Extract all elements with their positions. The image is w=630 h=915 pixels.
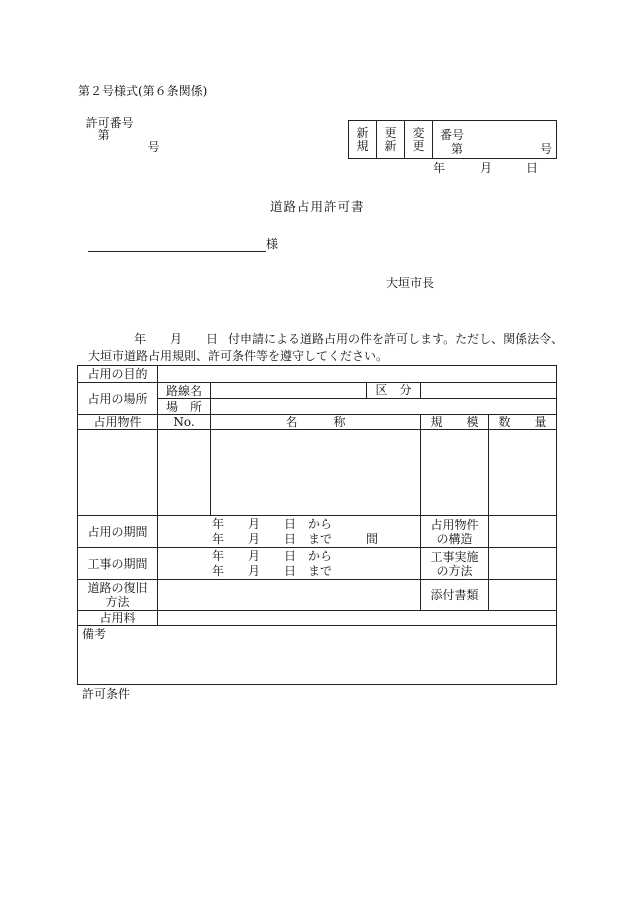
division-label: 区 分 xyxy=(375,383,412,397)
name-header: 名 称 xyxy=(211,415,421,430)
permit-conditions-label: 許可条件 xyxy=(82,687,131,701)
objects-body-5 xyxy=(489,430,557,516)
location-label: 場 所 xyxy=(158,399,211,415)
body-line-2: 大垣市道路占用規則、許可条件等を遵守してください。 xyxy=(88,349,389,363)
route-name-value xyxy=(211,383,421,399)
permit-number-suffix: 号 xyxy=(147,140,160,154)
scale-header: 規 模 xyxy=(421,415,489,430)
occupancy-period-value xyxy=(158,516,421,548)
no-header: No. xyxy=(158,415,211,430)
form-title: 第２号様式(第６条関係) xyxy=(78,84,208,98)
type-change: 変更 xyxy=(405,121,433,158)
construction-period-label: 工事の期間 xyxy=(78,548,158,580)
restoration-value xyxy=(158,580,421,611)
structure-value xyxy=(489,516,557,548)
objects-body-3 xyxy=(211,430,421,516)
construction-from: 年 月 日 から xyxy=(212,549,333,563)
number-cell xyxy=(433,121,556,158)
restoration-label: 道路の復旧 方法 xyxy=(78,580,158,611)
fee-label: 占用料 xyxy=(78,611,158,626)
date-day: 日 xyxy=(526,161,539,175)
permit-number xyxy=(78,105,160,153)
attachments-label: 添付書類 xyxy=(421,580,489,611)
quantity-header: 数 量 xyxy=(489,415,557,430)
structure-label: 占用物件 の構造 xyxy=(421,516,489,548)
number-suffix: 号 xyxy=(540,142,553,156)
addressee-suffix: 様 xyxy=(266,237,279,251)
period-from: 年 月 日 から xyxy=(212,517,333,531)
objects-body-1 xyxy=(78,430,158,516)
remarks: 備考 xyxy=(78,626,557,685)
permit-number-prefix: 第 xyxy=(97,128,110,142)
construction-to: 年 月 日 まで xyxy=(212,564,333,578)
number-prefix: 第 xyxy=(451,142,464,156)
purpose-label: 占用の目的 xyxy=(78,366,158,383)
number-label: 番号 xyxy=(440,128,465,142)
body-line-1: 年 月 日 付申請による道路占用の件を許可します。ただし、関係法令、 xyxy=(134,332,564,346)
permit-number-label: 許可番号 xyxy=(85,116,134,130)
place-label: 占用の場所 xyxy=(78,383,158,415)
objects-body-2 xyxy=(158,430,211,516)
attachments-value xyxy=(489,580,557,611)
period-to: 年 月 日 まで xyxy=(212,532,333,546)
purpose-value xyxy=(158,366,557,383)
method-value xyxy=(489,548,557,580)
location-value xyxy=(211,399,557,415)
objects-body-4 xyxy=(421,430,489,516)
route-name-label: 路線名 xyxy=(158,383,211,399)
objects-label: 占用物件 xyxy=(78,415,158,430)
type-renew: 更新 xyxy=(377,121,405,158)
division-value xyxy=(421,383,557,399)
period-between: 間 xyxy=(366,532,379,546)
permit-type-boxes xyxy=(348,120,557,159)
issuer: 大垣市長 xyxy=(386,276,435,290)
date-month: 月 xyxy=(480,161,493,175)
type-new: 新規 xyxy=(349,121,377,158)
document-title: 道路占用許可書 xyxy=(270,199,365,214)
occupancy-period-label: 占用の期間 xyxy=(78,516,158,548)
construction-period-value xyxy=(158,548,421,580)
fee-value xyxy=(158,611,557,626)
method-label: 工事実施 の方法 xyxy=(421,548,489,580)
date-year: 年 xyxy=(433,161,446,175)
addressee-line xyxy=(88,251,266,252)
permit-table xyxy=(77,365,557,685)
